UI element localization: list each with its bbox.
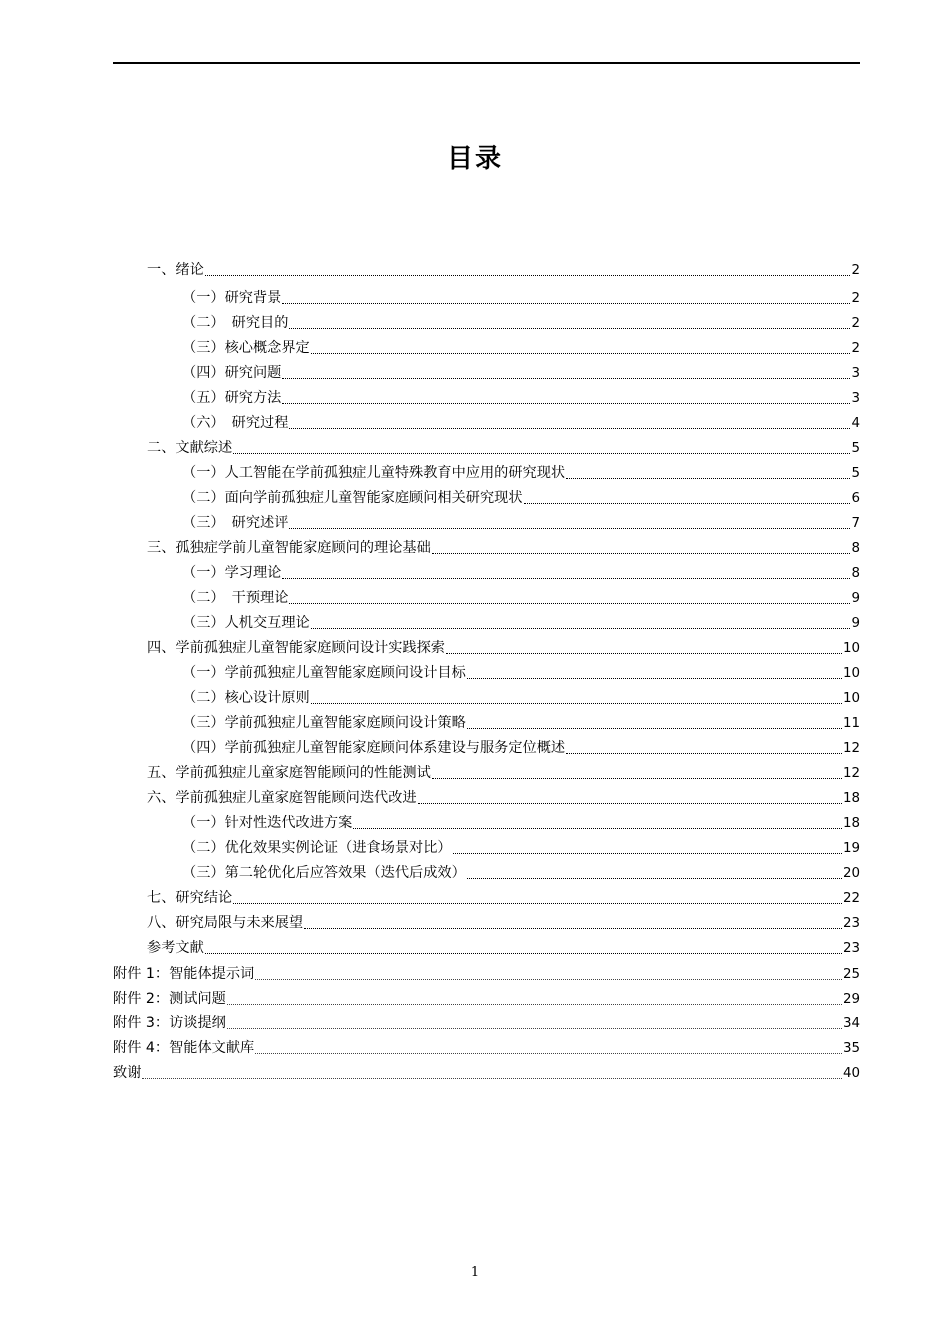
toc-entry-page: 8 — [851, 566, 860, 581]
toc-entry-label: （一）人工智能在学前孤独症儿童特殊教育中应用的研究现状 — [182, 465, 566, 481]
dot-leader — [467, 728, 842, 729]
toc-entry-page: 2 — [851, 341, 860, 356]
toc-entry-label: 三、孤独症学前儿童智能家庭顾问的理论基础 — [147, 540, 431, 556]
toc-entry-appendix[interactable] — [113, 1061, 860, 1085]
dot-leader — [227, 1028, 842, 1029]
dot-leader — [432, 553, 851, 554]
dot-leader — [289, 528, 850, 529]
toc-entry[interactable] — [182, 411, 860, 435]
dot-leader — [227, 1004, 842, 1005]
toc-entry-page: 9 — [851, 616, 860, 631]
toc-entry-page: 9 — [851, 591, 860, 606]
toc-entry[interactable] — [147, 911, 860, 935]
dot-leader — [205, 953, 842, 954]
toc-entry[interactable] — [147, 936, 860, 960]
toc-entry-page: 34 — [842, 1016, 860, 1031]
toc-entry[interactable] — [147, 886, 860, 910]
toc-entry-label: 附件 4：智能体文献库 — [113, 1040, 255, 1056]
toc-entry-page: 23 — [842, 916, 860, 931]
dot-leader — [255, 1053, 842, 1054]
toc-entry-label: （一）学习理论 — [182, 565, 282, 581]
dot-leader — [311, 353, 851, 354]
toc-entry-label: 参考文献 — [147, 940, 204, 956]
toc-entry-label: （二） 研究目的 — [182, 315, 289, 331]
toc-entry-page: 4 — [851, 416, 860, 431]
toc-entry[interactable] — [147, 436, 860, 460]
toc-entry-label: 附件 2：测试问题 — [113, 991, 226, 1007]
toc-entry[interactable] — [182, 311, 860, 335]
dot-leader — [233, 903, 842, 904]
dot-leader — [289, 328, 850, 329]
dot-leader — [311, 703, 842, 704]
toc-entry-label: （六） 研究过程 — [182, 415, 289, 431]
toc-entry-label: 致谢 — [113, 1065, 142, 1081]
toc-entry[interactable] — [182, 836, 860, 860]
dot-leader — [233, 453, 850, 454]
toc-entry-label: （二） 干预理论 — [182, 590, 289, 606]
header-rule — [113, 62, 860, 64]
toc-entry[interactable] — [147, 636, 860, 660]
toc-entry-page: 12 — [842, 741, 860, 756]
toc-entry[interactable] — [182, 861, 860, 885]
toc-entry-page: 3 — [851, 366, 860, 381]
toc-entry-appendix[interactable] — [113, 987, 860, 1011]
toc-entry[interactable] — [182, 736, 860, 760]
toc-entry-label: 八、研究局限与未来展望 — [147, 915, 304, 931]
toc-entry-page: 20 — [842, 866, 860, 881]
dot-leader — [282, 578, 850, 579]
toc-entry-page: 22 — [842, 891, 860, 906]
toc-entry-label: 七、研究结论 — [147, 890, 233, 906]
toc-entry[interactable] — [182, 286, 860, 310]
toc-entry-page: 12 — [842, 766, 860, 781]
dot-leader — [432, 778, 842, 779]
dot-leader — [453, 853, 842, 854]
toc-entry-page: 2 — [851, 291, 860, 306]
dot-leader — [142, 1078, 842, 1079]
toc-entry-label: （三）学前孤独症儿童智能家庭顾问设计策略 — [182, 715, 466, 731]
toc-entry-page: 10 — [842, 691, 860, 706]
toc-entry-page: 29 — [842, 992, 860, 1007]
toc-entry-page: 10 — [842, 641, 860, 656]
dot-leader — [205, 275, 851, 276]
dot-leader — [289, 428, 850, 429]
dot-leader — [566, 478, 850, 479]
toc-entry-label: （一）研究背景 — [182, 290, 282, 306]
toc-entry-label: 五、学前孤独症儿童家庭智能顾问的性能测试 — [147, 765, 431, 781]
dot-leader — [418, 803, 842, 804]
toc-entry-page: 40 — [842, 1066, 860, 1081]
toc-entry-label: 附件 3：访谈提纲 — [113, 1015, 226, 1031]
toc-entry[interactable] — [182, 461, 860, 485]
toc-entry-appendix[interactable] — [113, 1036, 860, 1060]
toc-entry[interactable] — [147, 536, 860, 560]
toc-entry-page: 18 — [842, 816, 860, 831]
toc-entry-label: （三）人机交互理论 — [182, 615, 310, 631]
page-number: 1 — [470, 1265, 480, 1280]
dot-leader — [304, 928, 842, 929]
page-title: 目录 — [446, 144, 503, 174]
toc-entry[interactable] — [182, 811, 860, 835]
dot-leader — [282, 303, 850, 304]
dot-leader — [282, 378, 850, 379]
toc-entry[interactable] — [182, 386, 860, 410]
toc-entry-label: 一、绪论 — [147, 262, 204, 278]
dot-leader — [353, 828, 842, 829]
toc-entry-label: 二、文献综述 — [147, 440, 233, 456]
toc-entry-page: 35 — [842, 1041, 860, 1056]
toc-entry-page: 3 — [851, 391, 860, 406]
toc-entry-label: （一）针对性迭代改进方案 — [182, 815, 353, 831]
dot-leader — [289, 603, 850, 604]
toc-entry[interactable] — [147, 761, 860, 785]
toc-entry-label: （二）优化效果实例论证（进食场景对比） — [182, 840, 452, 856]
toc-entry[interactable] — [182, 661, 860, 685]
toc-entry-label: （二）核心设计原则 — [182, 690, 310, 706]
toc-entry-label: （四）学前孤独症儿童智能家庭顾问体系建设与服务定位概述 — [182, 740, 566, 756]
toc-entry[interactable] — [147, 786, 860, 810]
toc-entry-page: 19 — [842, 841, 860, 856]
toc-entry-label: （一）学前孤独症儿童智能家庭顾问设计目标 — [182, 665, 466, 681]
dot-leader — [311, 628, 851, 629]
dot-leader — [467, 878, 842, 879]
toc-entry[interactable] — [182, 561, 860, 585]
toc-entry[interactable] — [182, 686, 860, 710]
dot-leader — [467, 678, 842, 679]
toc-entry-label: 四、学前孤独症儿童智能家庭顾问设计实践探索 — [147, 640, 445, 656]
toc-entry-page: 10 — [842, 666, 860, 681]
toc-entry-page: 2 — [851, 316, 860, 331]
toc-entry[interactable] — [182, 486, 860, 510]
toc-entry-label: （三）第二轮优化后应答效果（迭代后成效） — [182, 865, 466, 881]
dot-leader — [255, 979, 842, 980]
dot-leader — [524, 503, 851, 504]
dot-leader — [282, 403, 850, 404]
dot-leader — [566, 753, 842, 754]
toc-entry-page: 5 — [851, 466, 860, 481]
toc-entry[interactable] — [182, 711, 860, 735]
toc-entry-page: 11 — [842, 716, 860, 731]
toc-entry-page: 7 — [851, 516, 860, 531]
toc-entry[interactable] — [182, 586, 860, 610]
toc-entry[interactable] — [182, 361, 860, 385]
toc-entry-page: 25 — [842, 967, 860, 982]
toc-entry-label: （三） 研究述评 — [182, 515, 289, 531]
toc-entry[interactable] — [182, 336, 860, 360]
toc-entry-page: 6 — [851, 491, 860, 506]
toc-entry-label: （三）核心概念界定 — [182, 340, 310, 356]
toc-entry-label: 附件 1：智能体提示词 — [113, 966, 255, 982]
toc-entry-page: 8 — [851, 541, 860, 556]
toc-entry-page: 18 — [842, 791, 860, 806]
toc-entry[interactable] — [182, 511, 860, 535]
toc-entry-label: （二）面向学前孤独症儿童智能家庭顾问相关研究现状 — [182, 490, 523, 506]
dot-leader — [446, 653, 842, 654]
toc-entry-page: 5 — [851, 441, 860, 456]
toc-entry-page: 2 — [851, 263, 860, 278]
toc-entry-appendix[interactable] — [113, 962, 860, 986]
toc-entry-label: （四）研究问题 — [182, 365, 282, 381]
toc-entry[interactable] — [147, 258, 860, 282]
toc-entry-appendix[interactable] — [113, 1011, 860, 1035]
toc-entry[interactable] — [182, 611, 860, 635]
toc-entry-page: 23 — [842, 941, 860, 956]
toc-entry-label: （五）研究方法 — [182, 390, 282, 406]
toc-entry-label: 六、学前孤独症儿童家庭智能顾问迭代改进 — [147, 790, 417, 806]
